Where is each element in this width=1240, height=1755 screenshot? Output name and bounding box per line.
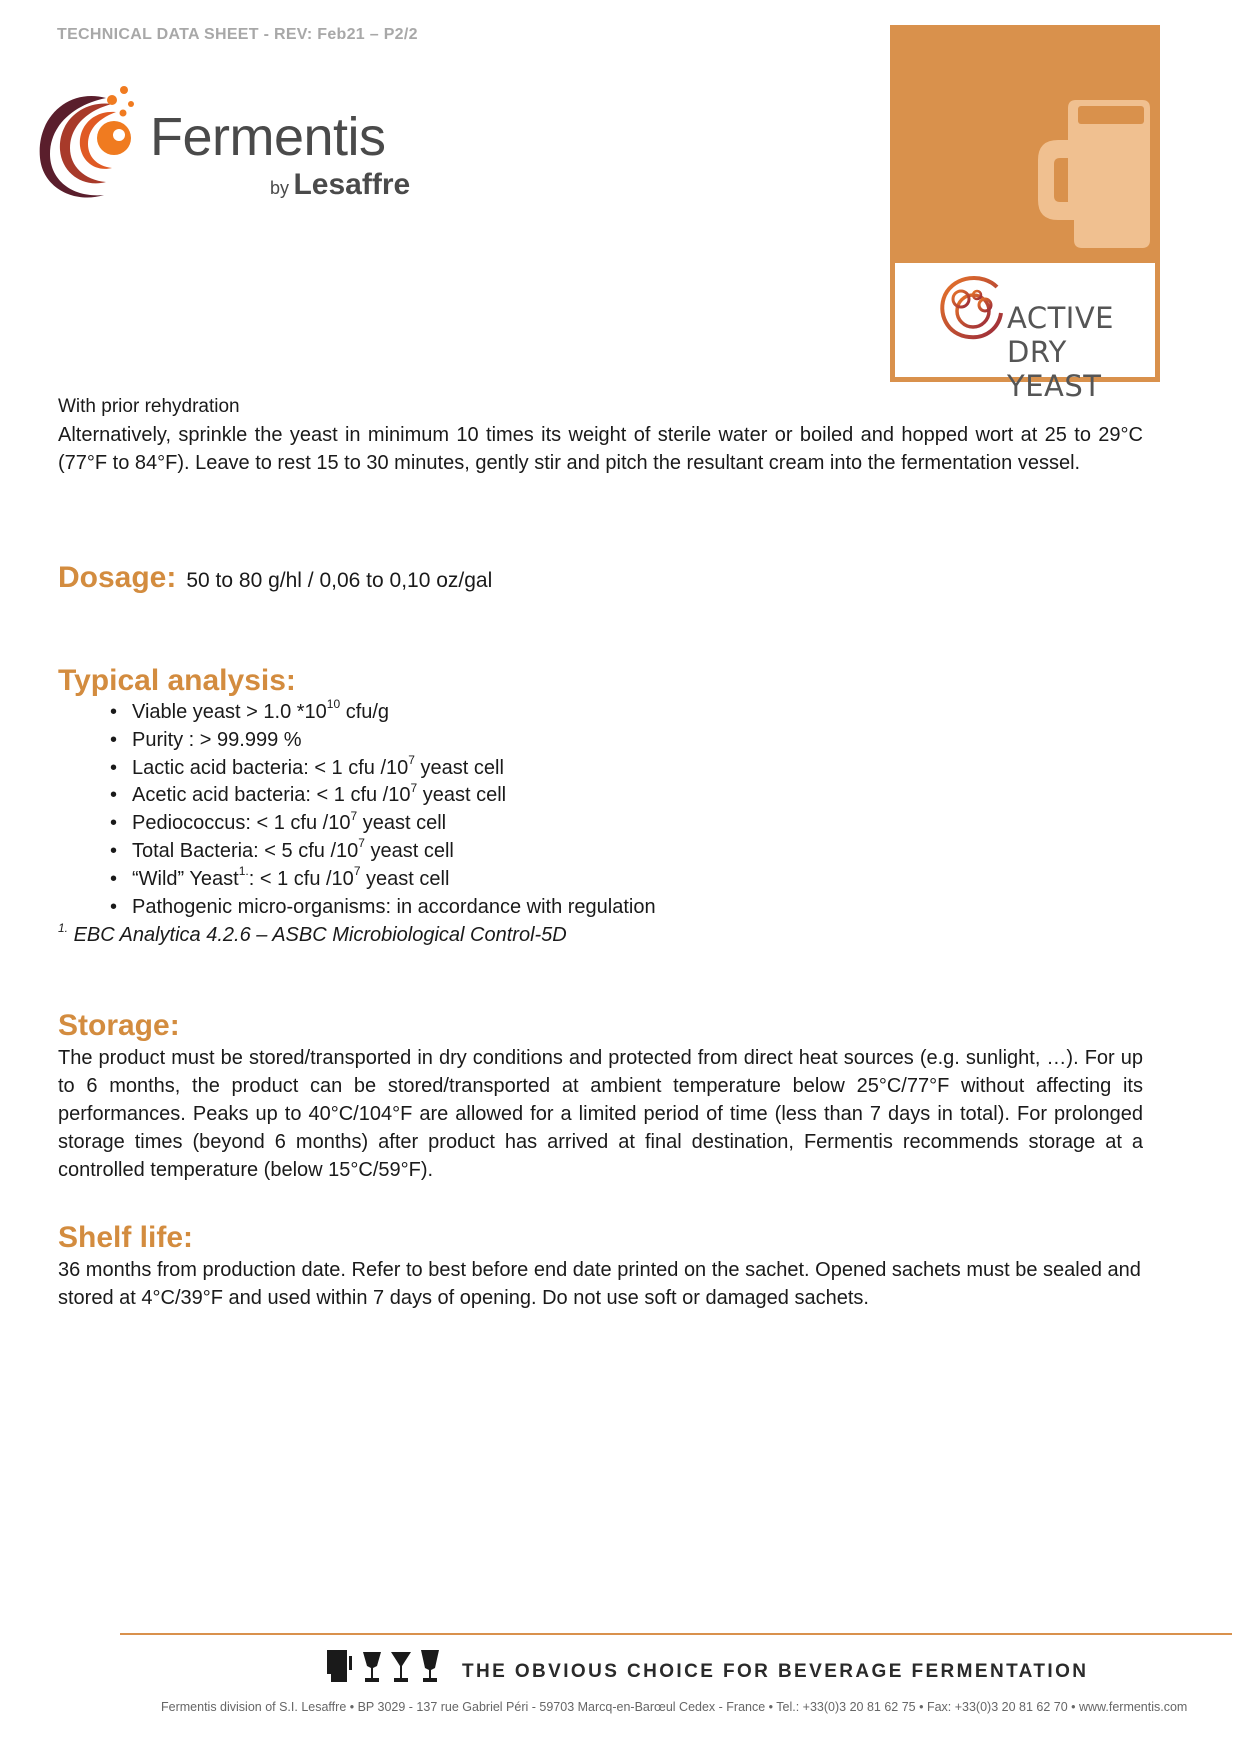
list-item: • “Wild” Yeast$^{1.}$: < 1 cfu $/10^7$ yeast cell [110,866,1143,894]
analysis-title: Typical analysis: [58,664,296,697]
analysis-section [58,663,1143,949]
footnote-mark: 1. [58,920,69,935]
dosage-title: Dosage: [58,561,177,594]
rehydration-text: Alternatively, sprinkle the yeast in minimum 10 times its weight of sterile water or boiled and hopped wort at 25 to 29°C (77°F to 84°F). Leave to rest 15 to 30 minutes, gently stir and pitch the resultant cream into the fermentation vessel. [58,424,1143,474]
rehydration-section [58,393,1143,477]
byline-by: by [270,178,290,198]
dosage-section [58,560,1143,596]
byline-lesaffre: Lesaffre [293,168,411,201]
rehydration-subtitle: With prior rehydration [58,396,240,417]
footnote-text: EBC Analytica 4.2.6 – ASBC Microbiological Control-5D [68,924,567,947]
beverage-glasses-icon [325,1648,445,1684]
footer-tagline: THE OBVIOUS CHOICE FOR BEVERAGE FERMENTATION [462,1661,1089,1682]
document-header: TECHNICAL DATA SHEET - REV: Feb21 – P2/2 [57,26,418,43]
badge-label-panel [895,263,1155,403]
list-item: • Acetic acid bacteria: < 1 cfu $/10^7$ yeast cell [110,782,1143,810]
lesaffre-byline [270,170,410,205]
analysis-list [58,699,1143,921]
storage-text: The product must be stored/transported in dry conditions and protected from direct heat sources (e.g. sunlight, …). For up to 6 months, the product can be stored/transported at ambient temperature below 25°C/77°F without affecting its performances. Peaks up to 40°C/104°F are allowed for a limited period of time (less than 7 days in total). For prolonged storage times (beyond 6 months) after product has arrived at final destination, Fermentis recommends storage at a controlled temperature (below 15°C/59°F). [58,1047,1143,1181]
list-item: • Viable yeast > 1.0 $*10^{10}$ cfu/g [110,699,1143,727]
shelf-life-section [58,1220,1143,1312]
analysis-footnote [58,921,1143,949]
list-item: • Pediococcus: < 1 cfu $/10^7$ yeast cell [110,810,1143,838]
fermentis-wordmark: Fermentis [150,107,386,167]
fermentis-swirl-icon [34,80,144,205]
footer-address: Fermentis division of S.I. Lesaffre • BP 3029 - 137 rue Gabriel Péri - 59703 Marcq-en-Barœul Cedex - France • Tel.: +33(0)3 20 81 62 75 • Fax: +33(0)3 20 81 62 70 • www.fermentis.com [161,1700,1188,1714]
active-dry-yeast-badge [890,25,1160,403]
yeast-cells-icon [939,273,1007,341]
list-item: • Pathogenic micro-organisms: in accordance with regulation [110,894,1143,922]
beer-mug-icon [1038,100,1150,250]
shelf-life-title: Shelf life: [58,1221,194,1254]
badge-line-1: ACTIVE [1007,301,1115,335]
shelf-life-text: 36 months from production date. Refer to best before end date printed on the sachet. Opened sachets must be sealed and stored at 4°C/39°F and used within 7 days of opening. Do not use soft or damaged sachets. [58,1259,1141,1309]
list-item: • Total Bacteria: < 5 cfu $/10^7$ yeast cell [110,838,1143,866]
dosage-value: 50 to 80 g/hl / 0,06 to 0,10 oz/gal [186,569,493,592]
list-item: • Lactic acid bacteria: < 1 cfu $/10^7$ yeast cell [110,755,1143,783]
badge-line-2: DRY YEAST [1007,335,1102,403]
fermentis-logo [34,80,454,205]
list-item: • Purity : > 99.999 % [110,727,1143,755]
badge-text [1007,301,1155,403]
dosage-row [58,560,1143,596]
storage-section [58,1008,1143,1184]
footer-divider [120,1633,1232,1635]
storage-title: Storage: [58,1009,180,1042]
